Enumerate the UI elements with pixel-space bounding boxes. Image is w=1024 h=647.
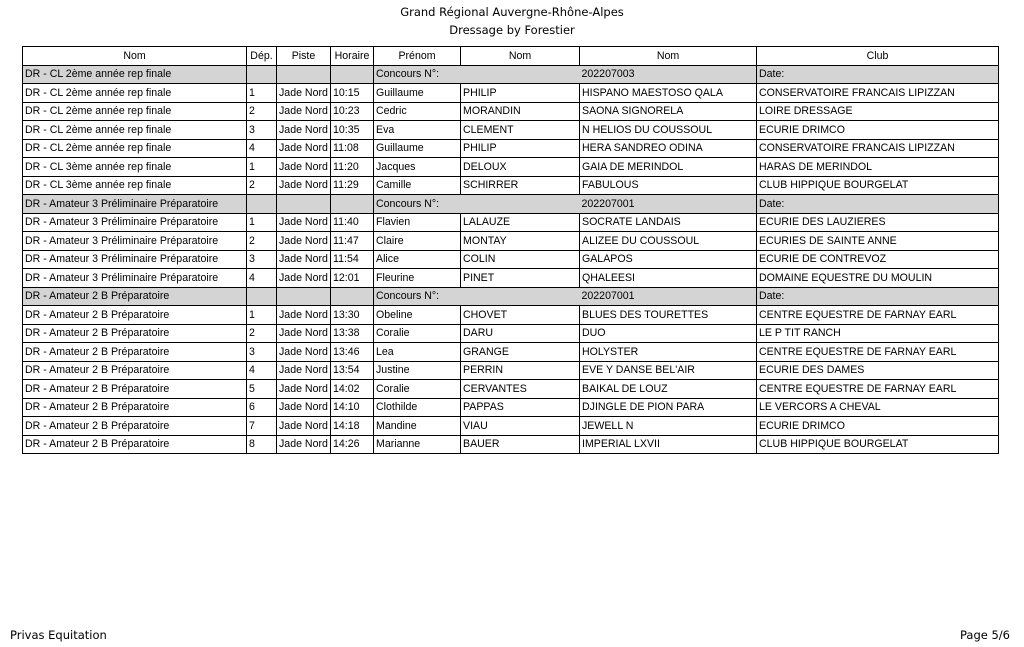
section-empty-cell xyxy=(331,65,374,84)
cell-nom-cavalier: PHILIP xyxy=(461,84,580,103)
cell-nom-epreuve: DR - CL 2ème année rep finale xyxy=(23,84,247,103)
cell-nom-epreuve: DR - Amateur 3 Préliminaire Préparatoire xyxy=(23,250,247,269)
cell-nom-cavalier: MONTAY xyxy=(461,232,580,251)
col-header-dep: Dép. xyxy=(247,47,277,66)
cell-piste: Jade Nord xyxy=(277,121,331,140)
table-row xyxy=(23,102,999,121)
table-row xyxy=(23,84,999,103)
cell-nom-epreuve: DR - CL 2ème année rep finale xyxy=(23,121,247,140)
cell-nom-cheval: SAONA SIGNORELA xyxy=(580,102,757,121)
cell-dep: 2 xyxy=(247,324,277,343)
section-empty-cell xyxy=(277,195,331,214)
cell-club: ECURIE DE CONTREVOZ xyxy=(757,250,999,269)
concours-label: Concours N°: xyxy=(374,195,580,214)
cell-nom-cavalier: PAPPAS xyxy=(461,398,580,417)
cell-piste: Jade Nord xyxy=(277,417,331,436)
cell-dep: 4 xyxy=(247,139,277,158)
cell-nom-cheval: JEWELL N xyxy=(580,417,757,436)
cell-dep: 7 xyxy=(247,417,277,436)
page-subtitle: Dressage by Forestier xyxy=(449,23,575,37)
cell-nom-epreuve: DR - Amateur 3 Préliminaire Préparatoire xyxy=(23,213,247,232)
cell-club: CLUB HIPPIQUE BOURGELAT xyxy=(757,435,999,454)
col-header-club: Club xyxy=(757,47,999,66)
cell-club: CLUB HIPPIQUE BOURGELAT xyxy=(757,176,999,195)
cell-nom-cheval: HISPANO MAESTOSO QALA xyxy=(580,84,757,103)
cell-nom-epreuve: DR - Amateur 2 B Préparatoire xyxy=(23,306,247,325)
table-row xyxy=(23,121,999,140)
section-name: DR - Amateur 3 Préliminaire Préparatoire xyxy=(23,195,247,214)
cell-nom-epreuve: DR - CL 3ème année rep finale xyxy=(23,176,247,195)
cell-nom-cavalier: GRANGE xyxy=(461,343,580,362)
cell-nom-cavalier: BAUER xyxy=(461,435,580,454)
cell-dep: 3 xyxy=(247,250,277,269)
cell-horaire: 10:15 xyxy=(331,84,374,103)
col-header-horaire: Horaire xyxy=(331,47,374,66)
cell-nom-cheval: IMPERIAL LXVII xyxy=(580,435,757,454)
table-row xyxy=(23,158,999,177)
cell-prenom: Flavien xyxy=(374,213,461,232)
cell-prenom: Lea xyxy=(374,343,461,362)
cell-piste: Jade Nord xyxy=(277,343,331,362)
cell-piste: Jade Nord xyxy=(277,269,331,288)
cell-horaire: 10:23 xyxy=(331,102,374,121)
table-body xyxy=(23,65,999,454)
table-row xyxy=(23,232,999,251)
cell-club: DOMAINE EQUESTRE DU MOULIN xyxy=(757,269,999,288)
cell-piste: Jade Nord xyxy=(277,84,331,103)
cell-piste: Jade Nord xyxy=(277,176,331,195)
table-row xyxy=(23,417,999,436)
date-label: Date: xyxy=(757,287,999,306)
cell-piste: Jade Nord xyxy=(277,232,331,251)
concours-label: Concours N°: xyxy=(374,287,580,306)
cell-nom-cavalier: LALAUZE xyxy=(461,213,580,232)
cell-nom-cheval: BAIKAL DE LOUZ xyxy=(580,380,757,399)
cell-horaire: 12:01 xyxy=(331,269,374,288)
cell-prenom: Claire xyxy=(374,232,461,251)
cell-dep: 8 xyxy=(247,435,277,454)
cell-nom-cheval: QHALEESI xyxy=(580,269,757,288)
cell-dep: 2 xyxy=(247,102,277,121)
table-row xyxy=(23,250,999,269)
cell-dep: 4 xyxy=(247,361,277,380)
cell-nom-cavalier: MORANDIN xyxy=(461,102,580,121)
col-header-nom-cheval: Nom xyxy=(580,47,757,66)
cell-club: ECURIE DRIMCO xyxy=(757,121,999,140)
cell-club: CENTRE EQUESTRE DE FARNAY EARL xyxy=(757,343,999,362)
cell-prenom: Camille xyxy=(374,176,461,195)
cell-nom-cheval: DJINGLE DE PION PARA xyxy=(580,398,757,417)
date-label: Date: xyxy=(757,65,999,84)
cell-prenom: Guillaume xyxy=(374,139,461,158)
cell-prenom: Guillaume xyxy=(374,84,461,103)
cell-prenom: Marianne xyxy=(374,435,461,454)
section-header-row xyxy=(23,287,999,306)
cell-nom-cheval: BLUES DES TOURETTES xyxy=(580,306,757,325)
section-empty-cell xyxy=(247,195,277,214)
col-header-nom-cavalier: Nom xyxy=(461,47,580,66)
cell-dep: 1 xyxy=(247,158,277,177)
cell-nom-epreuve: DR - Amateur 2 B Préparatoire xyxy=(23,343,247,362)
table-row xyxy=(23,306,999,325)
cell-club: CENTRE EQUESTRE DE FARNAY EARL xyxy=(757,380,999,399)
cell-nom-epreuve: DR - Amateur 2 B Préparatoire xyxy=(23,361,247,380)
cell-nom-epreuve: DR - Amateur 2 B Préparatoire xyxy=(23,417,247,436)
table-row xyxy=(23,176,999,195)
cell-piste: Jade Nord xyxy=(277,324,331,343)
col-header-piste: Piste xyxy=(277,47,331,66)
table-row xyxy=(23,324,999,343)
cell-nom-cheval: DUO xyxy=(580,324,757,343)
cell-horaire: 11:20 xyxy=(331,158,374,177)
cell-horaire: 11:54 xyxy=(331,250,374,269)
footer-page-number: Page 5/6 xyxy=(959,628,1010,642)
cell-dep: 2 xyxy=(247,176,277,195)
cell-club: ECURIE DRIMCO xyxy=(757,417,999,436)
section-empty-cell xyxy=(247,287,277,306)
concours-number: 202207003 xyxy=(580,65,757,84)
cell-club: CONSERVATOIRE FRANCAIS LIPIZZAN xyxy=(757,84,999,103)
section-header-row xyxy=(23,195,999,214)
cell-club: CENTRE EQUESTRE DE FARNAY EARL xyxy=(757,306,999,325)
table-row xyxy=(23,398,999,417)
cell-prenom: Mandine xyxy=(374,417,461,436)
cell-horaire: 14:02 xyxy=(331,380,374,399)
cell-club: LE P TIT RANCH xyxy=(757,324,999,343)
cell-nom-epreuve: DR - CL 3ème année rep finale xyxy=(23,158,247,177)
cell-nom-cavalier: DARU xyxy=(461,324,580,343)
cell-nom-cavalier: PERRIN xyxy=(461,361,580,380)
cell-piste: Jade Nord xyxy=(277,306,331,325)
cell-prenom: Clothilde xyxy=(374,398,461,417)
cell-club: HARAS DE MERINDOL xyxy=(757,158,999,177)
cell-prenom: Cedric xyxy=(374,102,461,121)
cell-club: ECURIES DE SAINTE ANNE xyxy=(757,232,999,251)
cell-nom-cavalier: SCHIRRER xyxy=(461,176,580,195)
table-row xyxy=(23,361,999,380)
cell-club: LE VERCORS A CHEVAL xyxy=(757,398,999,417)
cell-nom-epreuve: DR - Amateur 3 Préliminaire Préparatoire xyxy=(23,269,247,288)
table-row xyxy=(23,269,999,288)
cell-dep: 1 xyxy=(247,306,277,325)
cell-nom-cheval: FABULOUS xyxy=(580,176,757,195)
cell-club: ECURIE DES DAMES xyxy=(757,361,999,380)
cell-nom-cavalier: CLEMENT xyxy=(461,121,580,140)
section-name: DR - CL 2ème année rep finale xyxy=(23,65,247,84)
cell-club: CONSERVATOIRE FRANCAIS LIPIZZAN xyxy=(757,139,999,158)
cell-horaire: 10:35 xyxy=(331,121,374,140)
section-name: DR - Amateur 2 B Préparatoire xyxy=(23,287,247,306)
col-header-prenom: Prénom xyxy=(374,47,461,66)
cell-horaire: 14:18 xyxy=(331,417,374,436)
cell-nom-cavalier: CERVANTES xyxy=(461,380,580,399)
cell-nom-epreuve: DR - Amateur 2 B Préparatoire xyxy=(23,435,247,454)
col-header-nom-epreuve: Nom xyxy=(23,47,247,66)
cell-dep: 2 xyxy=(247,232,277,251)
cell-prenom: Eva xyxy=(374,121,461,140)
cell-horaire: 13:38 xyxy=(331,324,374,343)
cell-nom-cheval: SOCRATE LANDAIS xyxy=(580,213,757,232)
cell-nom-cheval: HERA SANDREO ODINA xyxy=(580,139,757,158)
cell-prenom: Fleurine xyxy=(374,269,461,288)
cell-nom-epreuve: DR - Amateur 3 Préliminaire Préparatoire xyxy=(23,232,247,251)
section-empty-cell xyxy=(247,65,277,84)
cell-prenom: Coralie xyxy=(374,380,461,399)
cell-piste: Jade Nord xyxy=(277,139,331,158)
cell-horaire: 13:46 xyxy=(331,343,374,362)
cell-prenom: Alice xyxy=(374,250,461,269)
cell-nom-cavalier: COLIN xyxy=(461,250,580,269)
cell-club: ECURIE DES LAUZIERES xyxy=(757,213,999,232)
section-empty-cell xyxy=(277,287,331,306)
cell-dep: 3 xyxy=(247,343,277,362)
cell-nom-cavalier: PINET xyxy=(461,269,580,288)
cell-nom-cavalier: DELOUX xyxy=(461,158,580,177)
section-empty-cell xyxy=(331,287,374,306)
cell-nom-epreuve: DR - CL 2ème année rep finale xyxy=(23,139,247,158)
cell-piste: Jade Nord xyxy=(277,398,331,417)
cell-nom-cheval: EVE Y DANSE BEL'AIR xyxy=(580,361,757,380)
date-label: Date: xyxy=(757,195,999,214)
section-empty-cell xyxy=(331,195,374,214)
cell-dep: 1 xyxy=(247,84,277,103)
cell-piste: Jade Nord xyxy=(277,435,331,454)
cell-prenom: Justine xyxy=(374,361,461,380)
schedule-table xyxy=(22,46,999,454)
cell-dep: 1 xyxy=(247,213,277,232)
cell-horaire: 13:54 xyxy=(331,361,374,380)
cell-dep: 5 xyxy=(247,380,277,399)
table-row xyxy=(23,380,999,399)
table-header-row xyxy=(23,47,999,66)
cell-horaire: 11:47 xyxy=(331,232,374,251)
cell-prenom: Jacques xyxy=(374,158,461,177)
cell-piste: Jade Nord xyxy=(277,250,331,269)
cell-nom-epreuve: DR - Amateur 2 B Préparatoire xyxy=(23,398,247,417)
cell-nom-cavalier: VIAU xyxy=(461,417,580,436)
cell-piste: Jade Nord xyxy=(277,380,331,399)
footer-organizer: Privas Equitation xyxy=(10,628,107,642)
cell-nom-cheval: GAIA DE MERINDOL xyxy=(580,158,757,177)
cell-nom-cavalier: PHILIP xyxy=(461,139,580,158)
table-row xyxy=(23,139,999,158)
cell-nom-cheval: GALAPOS xyxy=(580,250,757,269)
cell-nom-epreuve: DR - CL 2ème année rep finale xyxy=(23,102,247,121)
cell-nom-epreuve: DR - Amateur 2 B Préparatoire xyxy=(23,324,247,343)
cell-horaire: 14:26 xyxy=(331,435,374,454)
cell-piste: Jade Nord xyxy=(277,361,331,380)
cell-horaire: 11:29 xyxy=(331,176,374,195)
cell-horaire: 11:40 xyxy=(331,213,374,232)
cell-piste: Jade Nord xyxy=(277,102,331,121)
table-row xyxy=(23,343,999,362)
concours-label: Concours N°: xyxy=(374,65,580,84)
cell-dep: 3 xyxy=(247,121,277,140)
cell-nom-cheval: N HELIOS DU COUSSOUL xyxy=(580,121,757,140)
concours-number: 202207001 xyxy=(580,287,757,306)
cell-horaire: 13:30 xyxy=(331,306,374,325)
cell-piste: Jade Nord xyxy=(277,158,331,177)
cell-prenom: Obeline xyxy=(374,306,461,325)
concours-number: 202207001 xyxy=(580,195,757,214)
table-row xyxy=(23,213,999,232)
cell-dep: 4 xyxy=(247,269,277,288)
cell-nom-cavalier: CHOVET xyxy=(461,306,580,325)
cell-nom-cheval: ALIZEE DU COUSSOUL xyxy=(580,232,757,251)
cell-horaire: 14:10 xyxy=(331,398,374,417)
cell-prenom: Coralie xyxy=(374,324,461,343)
section-empty-cell xyxy=(277,65,331,84)
section-header-row xyxy=(23,65,999,84)
cell-horaire: 11:08 xyxy=(331,139,374,158)
cell-nom-epreuve: DR - Amateur 2 B Préparatoire xyxy=(23,380,247,399)
page-title: Grand Régional Auvergne-Rhône-Alpes xyxy=(400,5,624,19)
table-row xyxy=(23,435,999,454)
cell-piste: Jade Nord xyxy=(277,213,331,232)
cell-dep: 6 xyxy=(247,398,277,417)
cell-nom-cheval: HOLYSTER xyxy=(580,343,757,362)
cell-club: LOIRE DRESSAGE xyxy=(757,102,999,121)
